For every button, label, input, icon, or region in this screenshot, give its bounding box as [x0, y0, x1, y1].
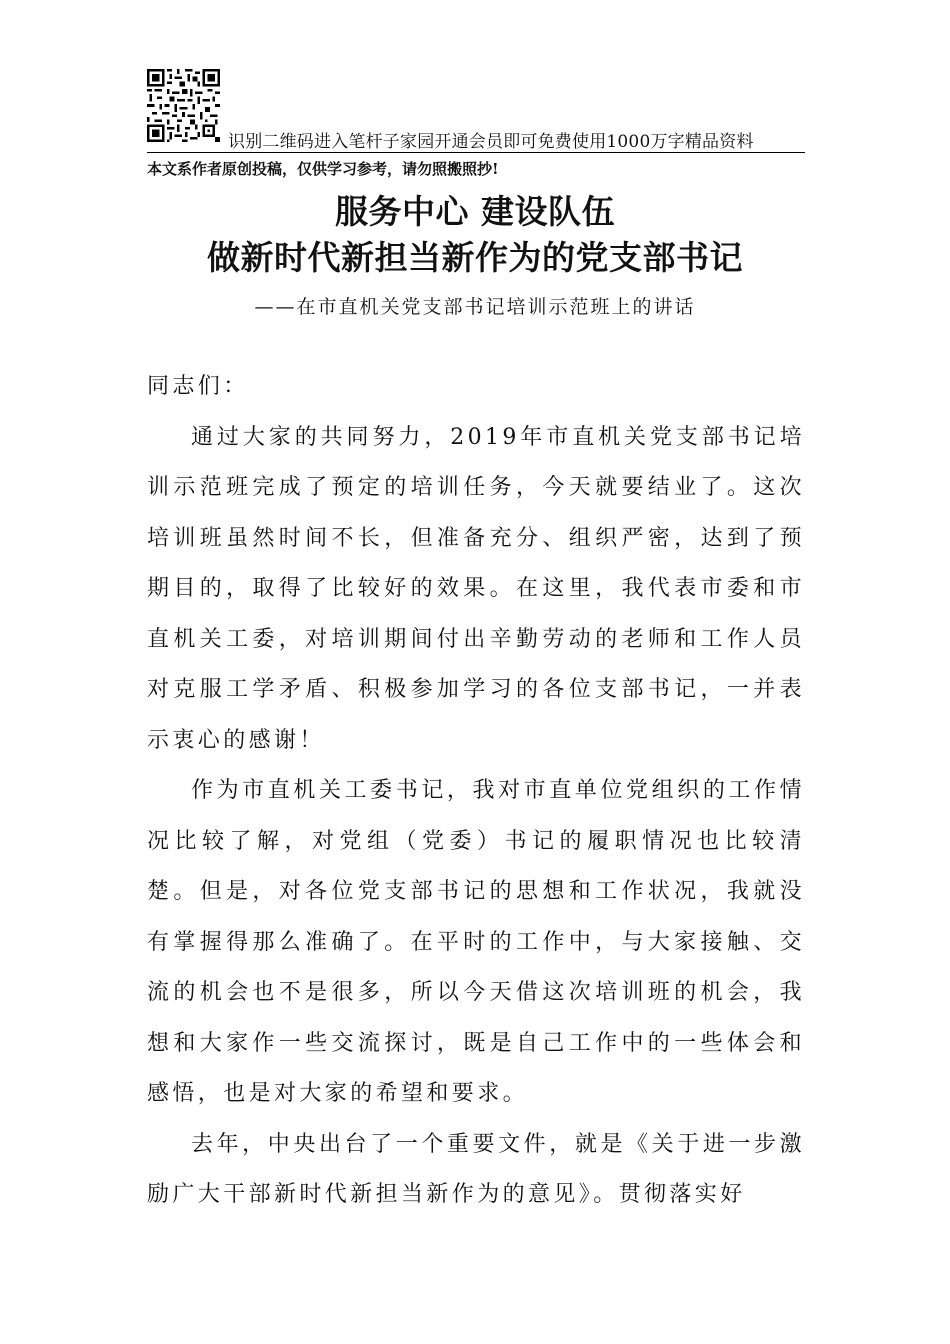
document-title-line-2: 做新时代新担当新作为的党支部书记	[207, 238, 743, 277]
document-title-line-1: 服务中心 建设队伍	[335, 192, 615, 231]
document-body	[147, 362, 805, 1221]
document-subtitle: ——在市直机关党支部书记培训示范班上的讲话	[254, 296, 696, 318]
body-paragraph-1: 通过大家的共同努力，2019年市直机关党支部书记培训示范班完成了预定的培训任务，今天就要结业了。这次培训班虽然时间不长，但准备充分、组织严密，达到了预期目的，取得了比较好的效果。在这里，我代表市委和市直机关工委，对培训期间付出辛勤劳动的老师和工作人员对克服工学矛盾、积极参加学习的各位支部书记，一并表示衷心的感谢！	[147, 424, 805, 753]
body-paragraph-3: 去年，中央出台了一个重要文件，就是《关于进一步激励广大干部新时代新担当新作为的意见》。贯彻落实好	[147, 1131, 805, 1207]
salutation: 同志们：	[147, 374, 249, 399]
promo-header-text: 识别二维码进入笔杆子家园开通会员即可免费使用1000万字精品资料	[228, 132, 754, 152]
header-divider	[147, 152, 805, 153]
body-paragraph-2: 作为市直机关工委书记，我对市直单位党组织的工作情况比较了解，对党组（党委）书记的履职情况也比较清楚。但是，对各位党支部书记的思想和工作状况，我就没有掌握得那么准确了。在平时的工作中，与大家接触、交流的机会也不是很多，所以今天借这次培训班的机会，我想和大家作一些交流探讨，既是自己工作中的一些体会和感悟，也是对大家的希望和要求。	[147, 778, 805, 1106]
qr-code-icon	[147, 69, 220, 142]
copyright-notice: 本文系作者原创投稿，仅供学习参考，请勿照搬照抄!	[147, 160, 499, 178]
